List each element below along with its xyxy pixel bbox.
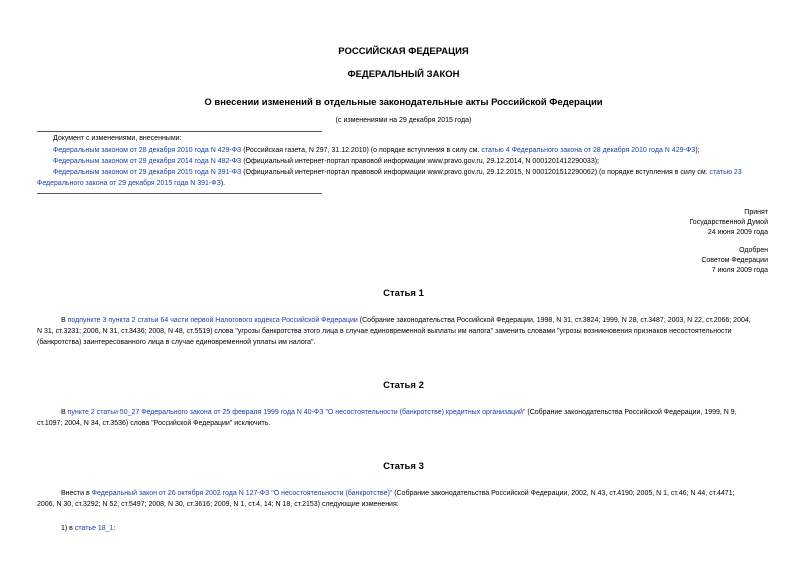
article-3-heading: Статья 3 <box>383 461 424 472</box>
amendment-link-article4-429fz[interactable]: статью 4 Федерального закона от 28 декабря 2010 года N 429-ФЗ <box>481 147 696 154</box>
article-1-heading: Статья 1 <box>383 288 424 299</box>
accepted-label: Принят <box>744 209 768 216</box>
amendment-link-article23[interactable]: статью 23 <box>709 169 742 176</box>
approved-label: Одобрен <box>739 247 768 254</box>
article-1-link-tax-code[interactable]: подпункте 3 пункта 2 статьи 64 части первой Налогового кодекса Российской Федерации <box>67 317 358 324</box>
approved-date: 7 июля 2009 года <box>711 267 768 274</box>
amendment-link-482fz[interactable]: Федеральным законом от 29 декабря 2014 года N 482-ФЗ <box>53 158 242 165</box>
revision-note: (с изменениями на 29 декабря 2015 года) <box>335 117 472 124</box>
adoption-duma <box>689 208 768 238</box>
article-3-link-article-18-1[interactable]: статье 18_1 <box>74 525 114 532</box>
amendment-link-391fz[interactable]: Федеральным законом от 29 декабря 2015 года N 391-ФЗ <box>53 169 242 176</box>
article-3-item-1: 1) в статье 18_1: <box>61 525 116 532</box>
article-2-body: В пункте 2 статьи 50_27 Федерального закона от 25 февраля 1999 года N 40-ФЗ "О несостоятельности (банкротстве) кредитных организаций" (Собрание законодательства Российской Федерации, 1999, N 9, ст.1097; 2004, N 34, ст.3536) слова "Российской Федерации" исключить. <box>37 409 737 427</box>
country-heading: РОССИЙСКАЯ ФЕДЕРАЦИЯ <box>338 46 469 57</box>
amendments-intro: Документ с изменениями, внесенными: <box>53 135 182 142</box>
article-2-heading: Статья 2 <box>383 380 424 391</box>
amendments-bottom-rule <box>37 193 322 194</box>
adoption-council <box>701 246 768 276</box>
document-title: О внесении изменений в отдельные законодательные акты Российской Федерации <box>204 97 603 108</box>
law-type-heading: ФЕДЕРАЛЬНЫЙ ЗАКОН <box>347 69 460 80</box>
amendment-item-1: Федеральным законом от 28 декабря 2010 года N 429-ФЗ (Российская газета, N 297, 31.12.2010) (о порядке вступления в силу см. статью 4 Федерального закона от 28 декабря 2010 года N 429-ФЗ); <box>53 147 700 154</box>
amendment-link-429fz[interactable]: Федеральным законом от 28 декабря 2010 года N 429-ФЗ <box>53 147 242 154</box>
article-3-body: Внести в Федеральный закон от 26 октября 2002 года N 127-ФЗ "О несостоятельности (банкротстве)" (Собрание законодательства Российской Федерации, 2002, N 43, ст.4190; 2005, N 1, ст.46; N 44, ст.4471; 2006, N 30, ст.3292; N 52, ст.5497; 2008, N 30, ст.3616; 2009, N 1, ст.4, 14; N 18, ст.2153) следующие изменения: <box>37 490 735 508</box>
accepted-date: 24 июня 2009 года <box>707 229 768 236</box>
council-label: Советом Федерации <box>701 257 768 264</box>
article-3-link-127fz[interactable]: Федеральный закон от 26 октября 2002 года N 127-ФЗ "О несостоятельности (банкротстве)" <box>91 490 393 497</box>
amendment-item-3-cont: Федерального закона от 29 декабря 2015 года N 391-ФЗ). <box>37 180 226 187</box>
article-2-link-40fz[interactable]: пункте 2 статьи 50_27 Федерального закона от 25 февраля 1999 года N 40-ФЗ "О несостоятельности (банкротстве) кредитных организаций" <box>67 409 526 416</box>
amendments-top-rule <box>37 131 322 132</box>
article-1-body: В подпункте 3 пункта 2 статьи 64 части первой Налогового кодекса Российской Федерации (Собрание законодательства Российской Федерации, 1998, N 31, ст.3824; 1999, N 28, ст.3487; 2003, N 22, ст.2066; 2004, N 31, ст.3231; 2006, N 31, ст.3436; 2008, N 48, ст.5519) слова "угрозы банкротства этого лица в случае единовременной выплаты им налога" заменить словами "угрозы возникновения признаков несостоятельности (банкротства) заинтересованного лица в случае единовременной уплаты им налога". <box>37 317 751 346</box>
amendment-item-3: Федеральным законом от 29 декабря 2015 года N 391-ФЗ (Официальный интернет-портал правовой информации www.pravo.gov.ru, 29.12.2015, N 0001201512290062) (о порядке вступления в силу см. статью 23 <box>53 169 742 176</box>
duma-label: Государственной Думой <box>689 219 768 226</box>
amendment-link-391fz-full[interactable]: Федерального закона от 29 декабря 2015 года N 391-ФЗ <box>37 180 221 187</box>
amendment-item-2: Федеральным законом от 29 декабря 2014 года N 482-ФЗ (Официальный интернет-портал правовой информации www.pravo.gov.ru, 29.12.2014, N 0001201412290033); <box>53 158 599 165</box>
